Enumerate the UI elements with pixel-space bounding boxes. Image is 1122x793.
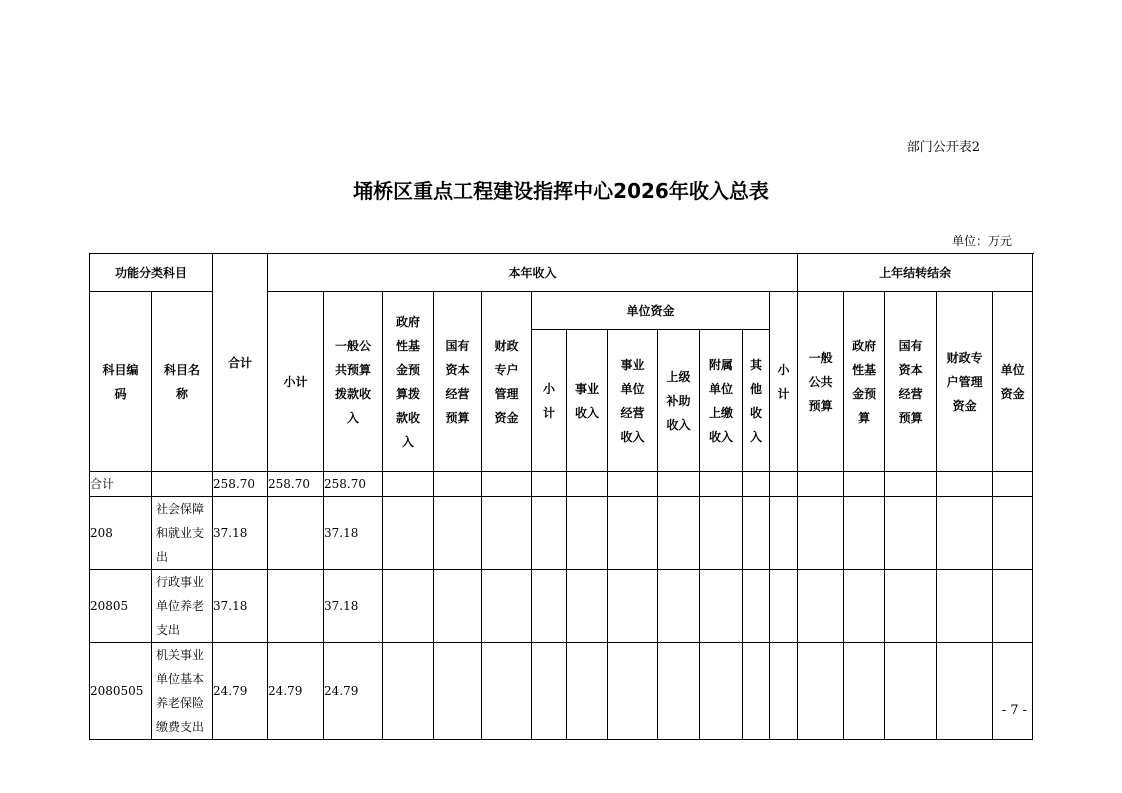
row-general: 37.18 <box>324 570 383 643</box>
page-number: - 7 - <box>1001 703 1027 718</box>
header-uf-affiliated: 附属单位上缴收入 <box>700 330 743 472</box>
header-uf-other: 其他收入 <box>743 330 770 472</box>
header-py-subtotal: 小计 <box>770 292 798 472</box>
header-py-unit-funds: 单位资金 <box>993 292 1033 472</box>
income-table <box>89 253 1033 740</box>
row-total: 258.70 <box>213 472 268 497</box>
header-func-class: 功能分类科目 <box>90 254 213 292</box>
row-general: 24.79 <box>324 643 383 740</box>
header-uf-subsidy: 上级补助收入 <box>658 330 700 472</box>
header-py-gov-fund: 政府性基金预算 <box>844 292 885 472</box>
header-cy-general: 一般公共预算拨款收入 <box>324 292 383 472</box>
header-cy-fiscal-special: 财政专户管理资金 <box>482 292 532 472</box>
header-current-year: 本年收入 <box>268 254 798 292</box>
header-cy-state-capital: 国有资本经营预算 <box>434 292 482 472</box>
row-subtotal: 24.79 <box>268 643 324 740</box>
row-total: 24.79 <box>213 643 268 740</box>
form-code: 部门公开表2 <box>906 140 980 155</box>
header-py-general: 一般公共预算 <box>798 292 844 472</box>
row-code: 2080505 <box>90 643 152 740</box>
row-subtotal <box>268 497 324 570</box>
row-total: 37.18 <box>213 497 268 570</box>
header-prior-year: 上年结转结余 <box>798 254 1033 292</box>
page-title: 埇桥区重点工程建设指挥中心2026年收入总表 <box>353 179 769 203</box>
row-code: 208 <box>90 497 152 570</box>
table-row <box>90 497 1033 570</box>
header-py-state-capital: 国有资本经营预算 <box>885 292 937 472</box>
header-total: 合计 <box>213 254 268 472</box>
row-code: 20805 <box>90 570 152 643</box>
row-name: 社会保障和就业支出 <box>152 497 213 570</box>
row-code: 合计 <box>90 472 152 497</box>
row-name: 机关事业单位基本养老保险缴费支出 <box>152 643 213 740</box>
table-row <box>90 570 1033 643</box>
unit-label: 单位：万元 <box>951 234 1012 248</box>
row-general: 37.18 <box>324 497 383 570</box>
row-name: 行政事业单位养老支出 <box>152 570 213 643</box>
header-code: 科目编码 <box>90 292 152 472</box>
header-unit-funds: 单位资金 <box>532 292 770 330</box>
header-cy-gov-fund: 政府性基金预算拨款收入 <box>383 292 434 472</box>
row-general: 258.70 <box>324 472 383 497</box>
table-row <box>90 643 1033 740</box>
header-uf-business: 事业收入 <box>567 330 608 472</box>
row-name <box>152 472 213 497</box>
header-name: 科目名称 <box>152 292 213 472</box>
table-row <box>90 472 1033 497</box>
header-uf-operating: 事业单位经营收入 <box>608 330 658 472</box>
row-total: 37.18 <box>213 570 268 643</box>
header-py-fiscal-special: 财政专户管理资金 <box>937 292 993 472</box>
header-cy-subtotal: 小计 <box>268 292 324 472</box>
row-subtotal <box>268 570 324 643</box>
header-uf-subtotal: 小计 <box>532 330 567 472</box>
row-subtotal: 258.70 <box>268 472 324 497</box>
